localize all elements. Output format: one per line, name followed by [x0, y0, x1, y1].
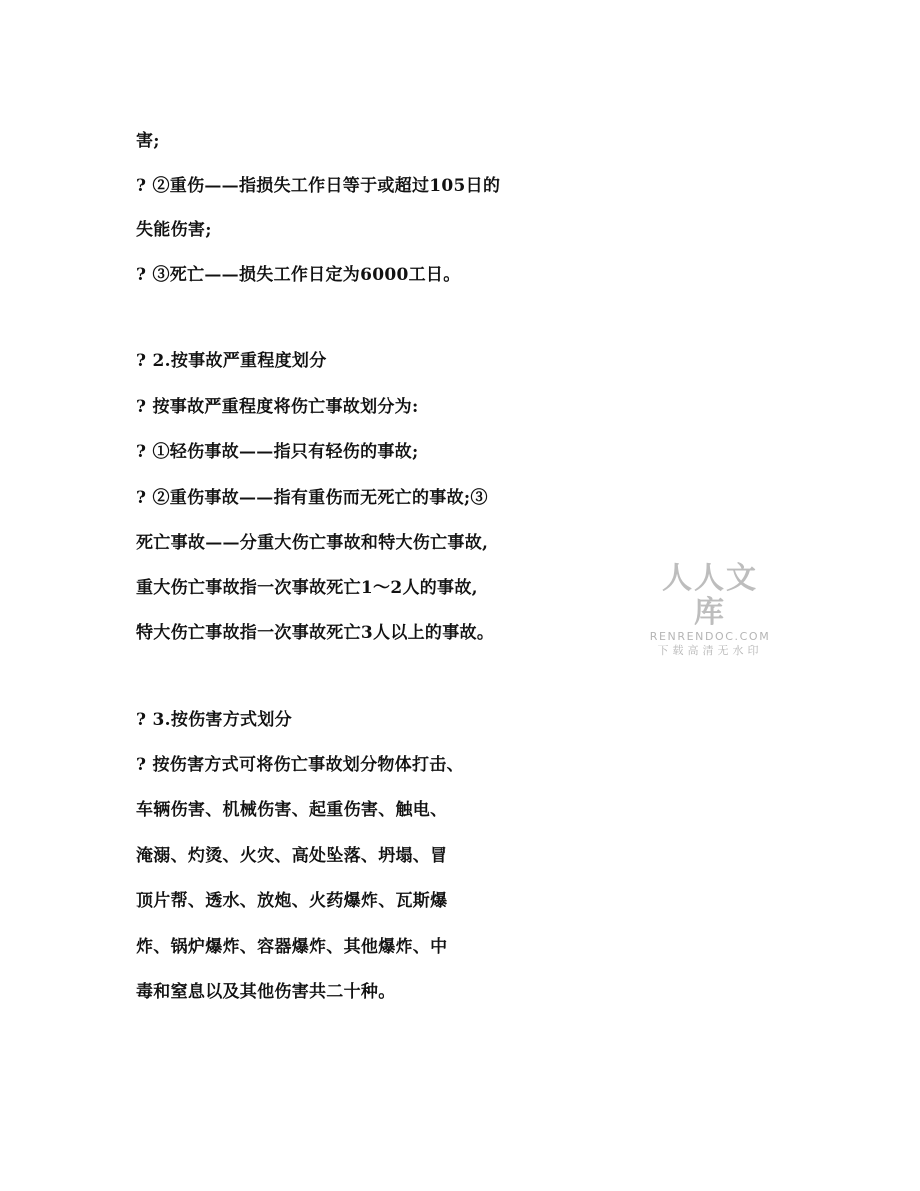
text-line: ? 按事故严重程度将伤亡事故划分为:	[136, 397, 419, 417]
text-line: ? ②重伤——指损失工作日等于或超过105日的	[136, 176, 501, 196]
text-line: 顶片帮、透水、放炮、火药爆炸、瓦斯爆	[136, 891, 448, 911]
section-heading: ? 2.按事故严重程度划分	[136, 351, 327, 371]
text-line: 害;	[136, 131, 160, 151]
text-line: 特大伤亡事故指一次事故死亡3人以上的事故。	[136, 623, 495, 643]
text-line: ? ①轻伤事故——指只有轻伤的事故;	[136, 442, 419, 462]
section-heading: ? 3.按伤害方式划分	[136, 710, 292, 730]
text-line: 死亡事故——分重大伤亡事故和特大伤亡事故,	[136, 533, 489, 553]
watermark-subtitle: 下载高清无水印	[657, 644, 763, 657]
text-line: 毒和窒息以及其他伤害共二十种。	[136, 982, 396, 1002]
text-line: 淹溺、灼烫、火灾、高处坠落、坍塌、冒	[136, 846, 448, 866]
text-line: ? ③死亡——损失工作日定为6000工日。	[136, 265, 461, 285]
text-line: 车辆伤害、机械伤害、起重伤害、触电、	[136, 800, 448, 820]
text-line: ? ②重伤事故——指有重伤而无死亡的事故;③	[136, 488, 488, 508]
text-line: 重大伤亡事故指一次事故死亡1～2人的事故,	[136, 578, 478, 598]
text-line: ? 按伤害方式可将伤亡事故划分物体打击、	[136, 755, 464, 775]
text-line: 炸、锅炉爆炸、容器爆炸、其他爆炸、中	[136, 937, 448, 957]
watermark-title: 人人文库	[662, 561, 758, 630]
text-line: 失能伤害;	[136, 220, 212, 240]
watermark-domain: RENRENDOC.COM	[649, 630, 771, 643]
watermark-logo	[648, 562, 772, 658]
